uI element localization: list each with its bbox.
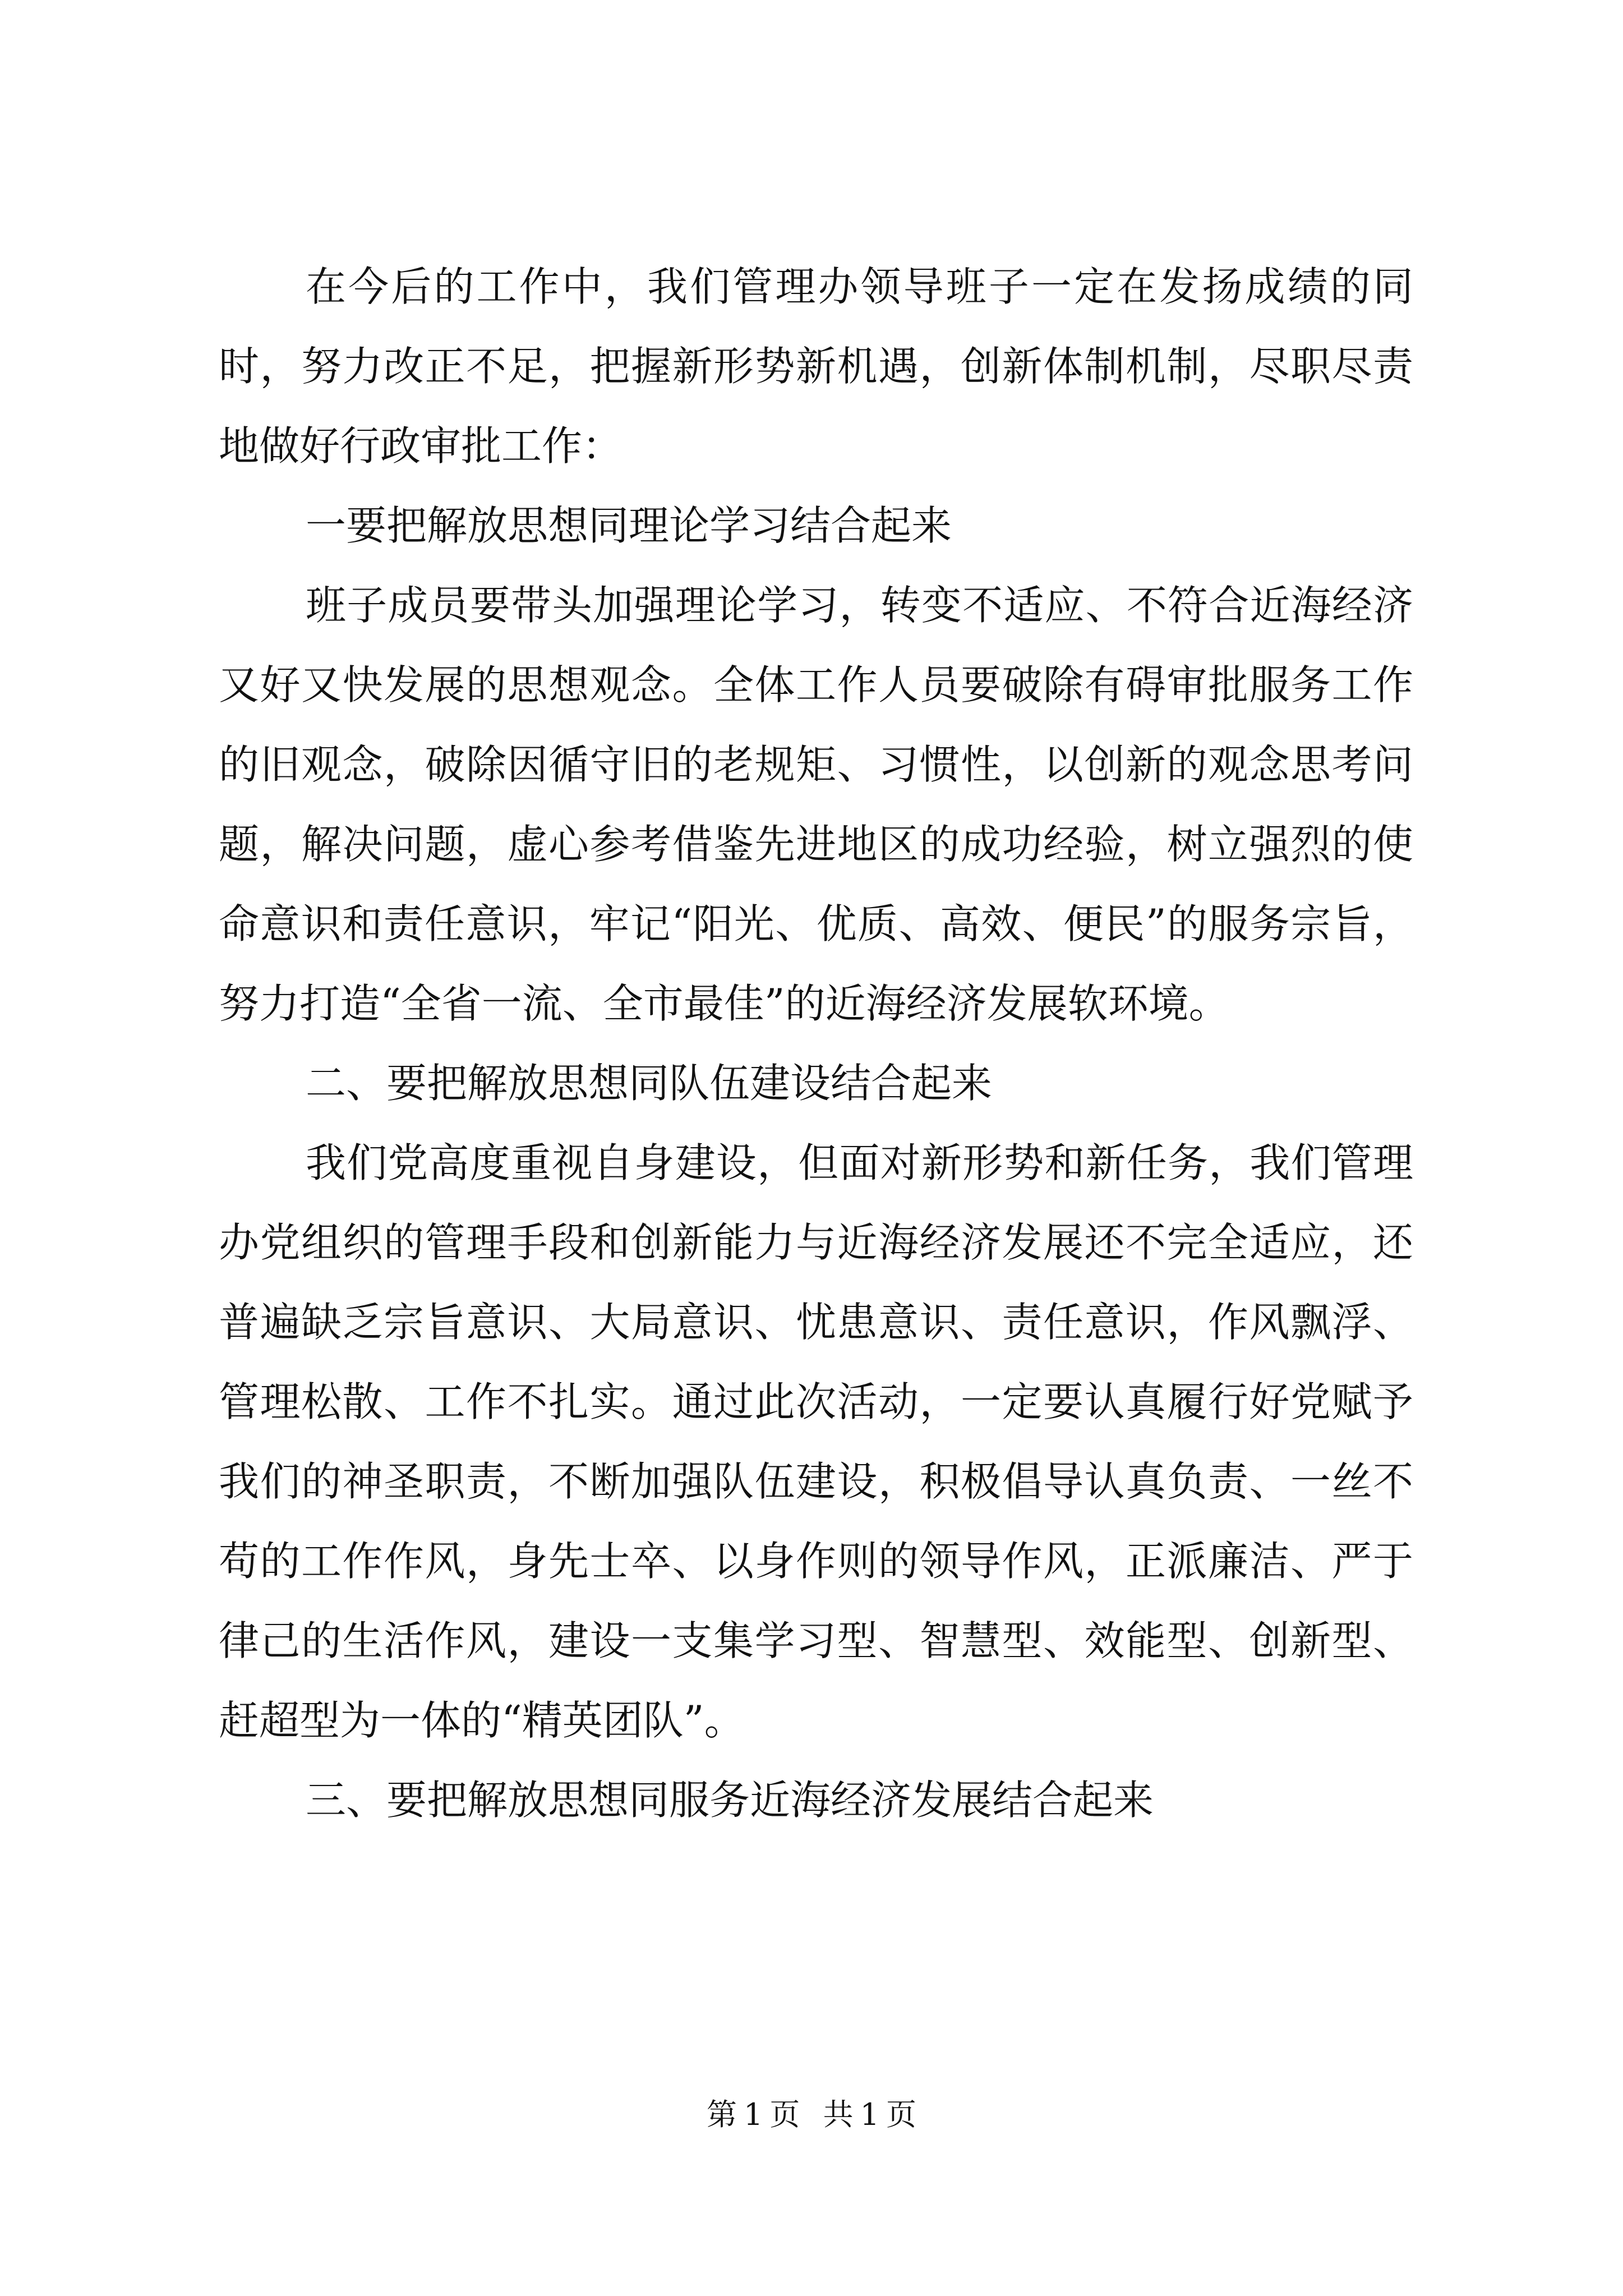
total-indicator (820, 2097, 920, 2132)
page-suffix: 页 (769, 2097, 800, 2132)
page-number: 1 (744, 2097, 763, 2132)
page-footer (0, 2095, 1623, 2134)
total-pages: 1 (860, 2097, 879, 2132)
page-prefix: 第 (707, 2097, 737, 2132)
section-heading-1: 一要把解放思想同理论学习结合起来 (306, 502, 952, 549)
section-heading-3: 三、要把解放思想同服务近海经济发展结合起来 (306, 1777, 1154, 1824)
section-heading-2: 二、要把解放思想同队伍建设结合起来 (306, 1060, 993, 1107)
paragraph-intro: 在今后的工作中，我们管理办领导班子一定在发扬成绩的同时，努力改正不足，把握新形势新机遇，创新体制机制，尽职尽责地做好行政审批工作： (219, 263, 1413, 470)
total-suffix: 页 (886, 2097, 916, 2132)
total-prefix: 共 (823, 2097, 854, 2132)
document-body (219, 247, 1413, 1840)
paragraph-section-2: 我们党高度重视自身建设，但面对新形势和新任务，我们管理办党组织的管理手段和创新能力与近海经济发展还不完全适应，还普遍缺乏宗旨意识、大局意识、忧患意识、责任意识，作风飘浮、管理松散、工作不扎实。通过此次活动，一定要认真履行好党赋予我们的神圣职责，不断加强队伍建设，积极倡导认真负责、一丝不苟的工作作风，身先士卒、以身作则的领导作风，正派廉洁、严于律己的生活作风，建设一支集学习型、智慧型、效能型、创新型、赶超型为一体的“精英团队”。 (219, 1139, 1413, 1744)
page-indicator (703, 2097, 803, 2132)
paragraph-section-1: 班子成员要带头加强理论学习，转变不适应、不符合近海经济又好又快发展的思想观念。全体工作人员要破除有碍审批服务工作的旧观念，破除因循守旧的老规矩、习惯性，以创新的观念思考问题，解决问题，虚心参考借鉴先进地区的成功经验，树立强烈的使命意识和责任意识，牢记“阳光、优质、高效、便民”的服务宗旨，努力打造“全省一流、全市最佳”的近海经济发展软环境。 (219, 582, 1413, 1027)
